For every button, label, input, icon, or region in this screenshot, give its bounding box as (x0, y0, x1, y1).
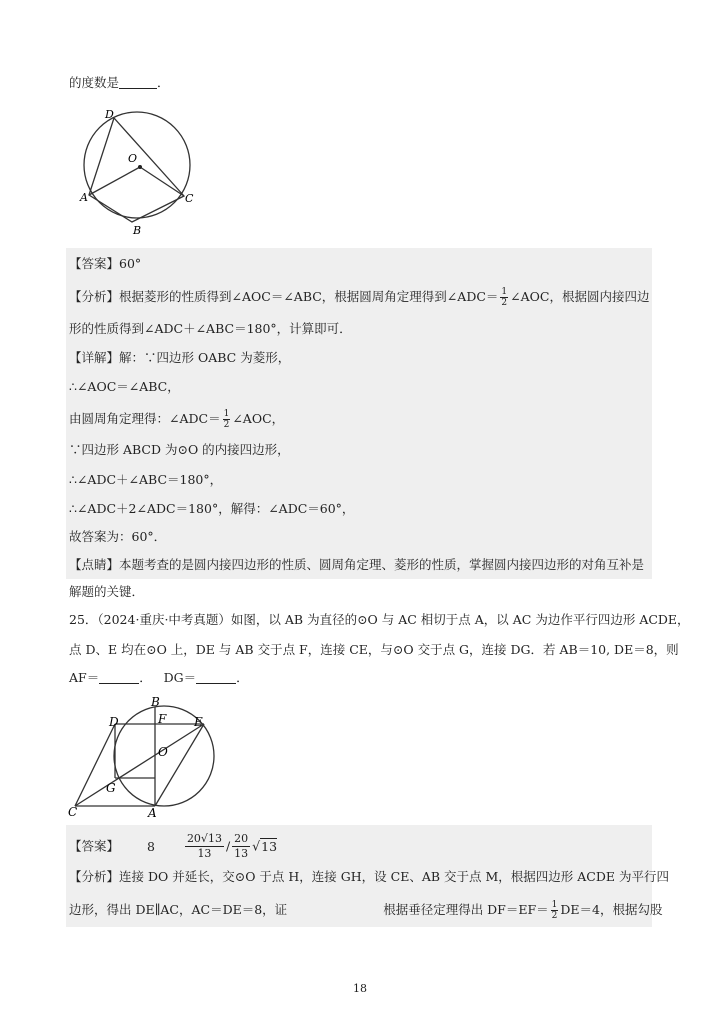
detail-line-4: ∵四边形 ABCD 为⊙O 的内接四边形， (69, 442, 290, 457)
comment-line-1: 【点睛】本题考查的是圆内接四边形的性质、圆周角定理、菱形的性质，掌握圆内接四边形的对角互补是 (69, 557, 645, 572)
q25-line-3: AF＝ ． DG＝ ． (69, 670, 249, 685)
label-c: C (185, 192, 194, 205)
detail-line-5: ∴∠ADC＋∠ABC＝180°， (69, 472, 223, 487)
analysis25-line-1: 【分析】连接 DO 并延长，交⊙O 于点 H，连接 GH，设 CE、AB 交于点 M，根据四边形 ACDE 为平行四 (69, 869, 669, 884)
label-g: G (106, 781, 116, 795)
label-d: D (109, 715, 119, 729)
tangent-parallelogram-figure (66, 694, 216, 818)
analysis25-line-2: 边形，得出 DE∥AC，AC＝DE＝8，证 根据垂径定理得出 DF＝EF＝ $\frac{1}{2}$ DE＝4，根据勾股 (69, 900, 663, 921)
label-o: O (128, 152, 138, 165)
q25-line-1: 25．（2024·重庆·中考真题）如图，以 AB 为直径的⊙O 与 AC 相切于点 A，以 AC 为边作平行四边形 ACDE， (69, 612, 690, 627)
fraction-half: $\frac{1}{2}$ (551, 900, 558, 921)
label-b: B (151, 695, 160, 709)
analysis-line-2: 形的性质得到∠ADC＋∠ABC＝180°，计算即可． (69, 321, 352, 336)
fraction-half: $\frac{1}{2}$ (223, 409, 230, 430)
answer-blank-dg (196, 671, 236, 684)
q24-stem: 的度数是 ． (69, 75, 170, 90)
answer-line-25: 【答案】 8 $\frac{20√13}{13}$ / $\frac{20}{13}$ √13 (69, 832, 278, 860)
label-f: F (158, 712, 167, 726)
label-c: C (68, 805, 78, 818)
label-e: E (194, 715, 203, 729)
label-a: A (148, 806, 157, 818)
detail-line-7: 故答案为：60°． (69, 529, 167, 544)
q25-line-2: 点 D、E 均在⊙O 上，DE 与 AB 交于点 F，连接 CE，与⊙O 交于点 G，连接 DG．若 AB＝10, DE＝8，则 (69, 642, 679, 657)
label-d: D (105, 108, 114, 121)
circle-quadrilateral-figure (78, 105, 198, 237)
page-number: 18 (353, 982, 367, 995)
answer-blank (119, 76, 157, 89)
fraction-half: $\frac{1}{2}$ (501, 287, 508, 308)
fraction-20-root13-over-13: $\frac{20√13}{13}$ (186, 832, 222, 860)
comment-line-2: 解题的关键． (69, 584, 145, 599)
label-b: B (133, 224, 142, 237)
detail-line-6: ∴∠ADC＋2∠ADC＝180°，解得：∠ADC＝60°， (69, 501, 355, 516)
label-a: A (80, 191, 88, 204)
analysis-line-1: 【分析】根据菱形的性质得到∠AOC＝∠ABC，根据圆周角定理得到∠ADC＝ $\frac{1}{2}$ ∠AOC，根据圆内接四边 (69, 287, 650, 308)
detail-line-2: ∴∠AOC＝∠ABC， (69, 379, 180, 394)
detail-line-1: 【详解】解：∵四边形 OABC 为菱形， (69, 350, 291, 365)
answer-line-24: 【答案】60° (69, 256, 142, 271)
label-o: O (158, 745, 168, 759)
detail-line-3: 由圆周角定理得：∠ADC＝ $\frac{1}{2}$ ∠AOC， (69, 409, 285, 430)
fraction-20-over-13: $\frac{20}{13}$ (234, 832, 249, 860)
answer-blank-af (99, 671, 139, 684)
